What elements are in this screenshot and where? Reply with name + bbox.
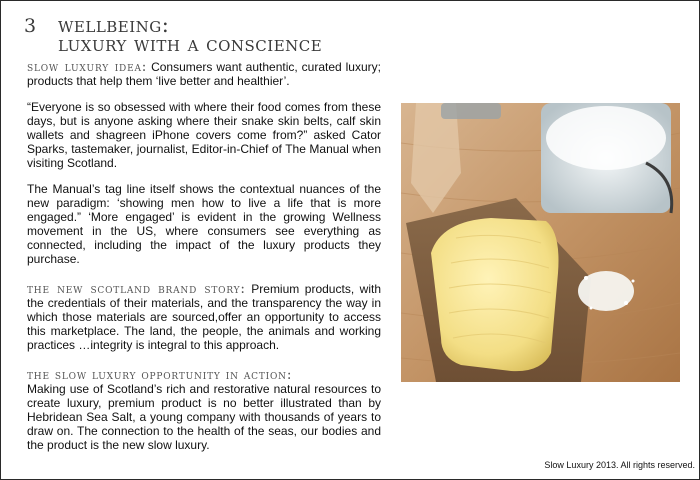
section-idea — [27, 60, 381, 88]
section-opportunity — [27, 368, 381, 452]
photo-illustration — [401, 103, 680, 382]
section-text-quote: “Everyone is so obsessed with where their food comes from these days, but is anyone asking where their snake skin belts, calf skin wallets and shagreen iPhone covers come from?” asked Cator Sparks, tastemaker, journalist, Editor-in-Chief of The Manual when visiting Scotland. — [27, 100, 381, 170]
section-text-opportunity: Making use of Scotland’s rich and restorative natural resources to create luxury, premium product is no better illustrated than by Hebridean Sea Salt, a young company with thousands of years to draw on. The connection to the health of the seas, our bodies and the product is the new slow luxury. — [27, 382, 381, 452]
chapter-title — [24, 13, 323, 56]
chapter-title-line1: wellbeing: — [58, 13, 170, 37]
section-text-tagline: The Manual’s tag line itself shows the contextual nuances of the new paradigm: ‘showing men how to live a life that is more engaged.” ‘More engaged’ is evident in the growing Wellness movement in the US, where consumers see everything as connected, including the impact of the luxury products they purchase. — [27, 182, 381, 266]
section-text-idea: Consumers want authentic, curated luxury; products that help them ‘live better and healthier’. — [27, 60, 381, 88]
section-tagline — [27, 182, 381, 266]
section-quote — [27, 100, 381, 170]
section-heading-brand: the new scotland brand story: — [27, 281, 246, 297]
section-text-brand: Premium products, with the credentials of their materials, and the transparency the way in which those materials are sourced,offer an opportunity to access this marketplace. The land, the people, the animals and working practices …integrity is integral to this approach. — [27, 282, 382, 352]
butter-and-sea-salt-photo — [401, 103, 680, 382]
copyright-footer: Slow Luxury 2013. All rights reserved. — [544, 460, 695, 470]
section-heading-opportunity: the slow luxury opportunity in action: — [27, 367, 293, 383]
section-heading-idea: slow luxury idea: — [27, 59, 148, 75]
chapter-title-line2: luxury with a conscience — [58, 32, 323, 56]
butter-pat — [431, 218, 559, 371]
chapter-number: 3 — [24, 15, 37, 37]
body-text — [27, 60, 381, 464]
section-brand — [27, 282, 381, 352]
